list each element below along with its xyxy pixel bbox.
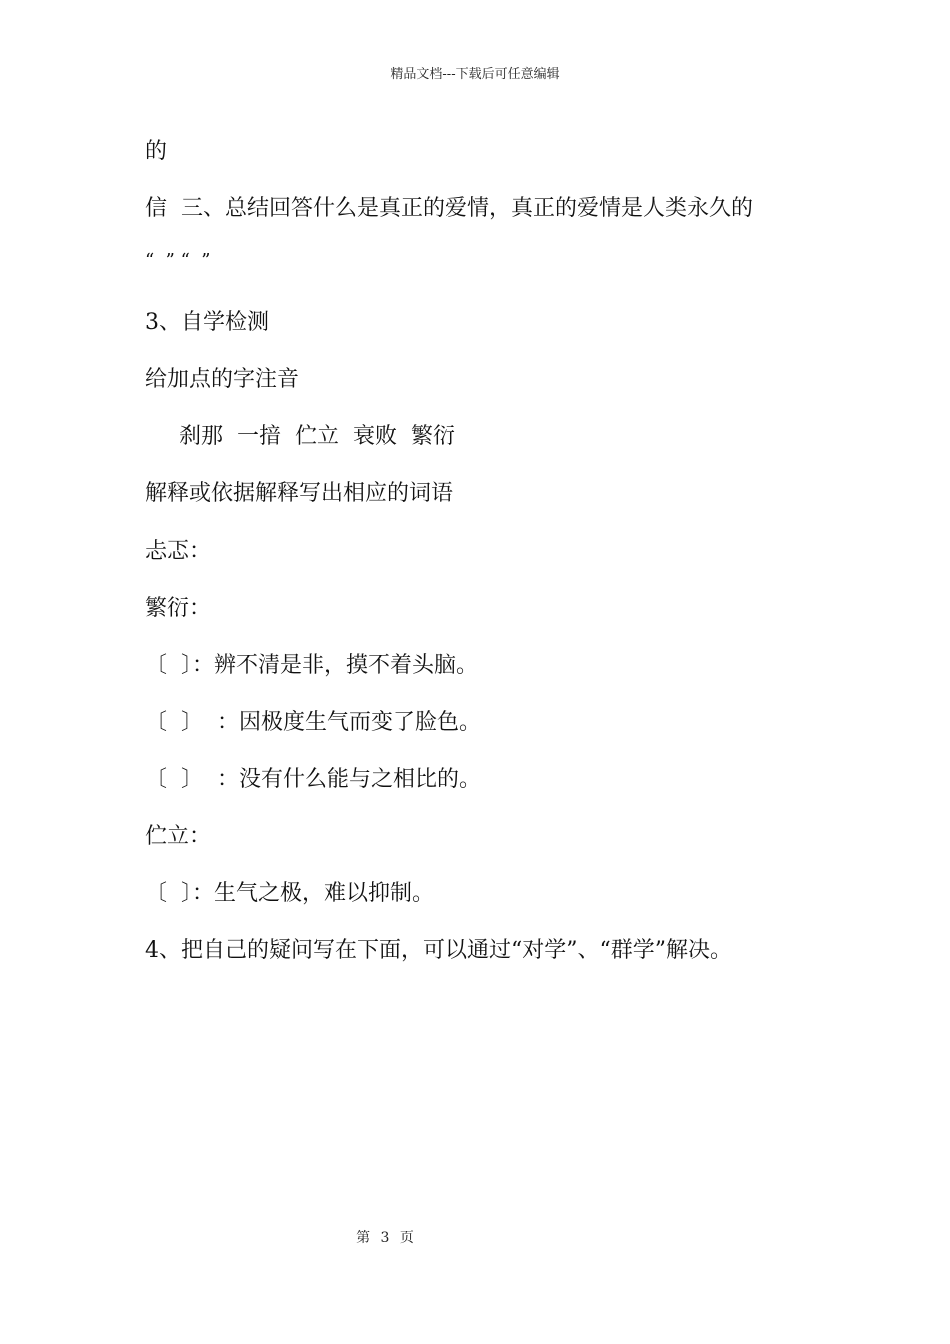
text-line-13: 伫立： (145, 824, 212, 849)
page-label-suffix: 页 (399, 1230, 414, 1246)
text-line-6: 刹那 一揞 伫立 衰败 繁衍 (179, 424, 455, 449)
page-label-prefix: 第 (356, 1230, 371, 1246)
text-line-10: 〔 〕：辨不清是非，摸不着头脑。 (145, 653, 478, 678)
text-line-9: 繁衍： (145, 596, 212, 621)
text-line-11: 〔 〕 ：因极度生气而变了脸色。 (145, 710, 481, 735)
text-line-5: 给加点的字注音 (145, 367, 300, 392)
text-line-7: 解释或依据解释写出相应的词语 (145, 481, 454, 506)
text-line-1: 的 (145, 139, 168, 164)
page-header: 精品文档---下载后可任意编辑 (390, 67, 560, 82)
page-footer (0, 1228, 770, 1248)
page-number: 3 (380, 1230, 390, 1246)
text-line-3: “ ” “ ” (145, 250, 211, 271)
section-heading-self-check: 3、自学检测 (145, 310, 269, 335)
text-line-12: 〔 〕 ：没有什么能与之相比的。 (145, 767, 481, 792)
text-line-14: 〔 〕：生气之极，难以抑制。 (145, 881, 434, 906)
section-heading-questions: 4、把自己的疑问写在下面，可以通过“对学”、“群学”解决。 (145, 938, 732, 963)
text-line-8: 忐忑： (145, 539, 212, 564)
text-line-2: 信 三、总结回答什么是真正的爱情，真正的爱情是人类永久的 (145, 196, 753, 221)
